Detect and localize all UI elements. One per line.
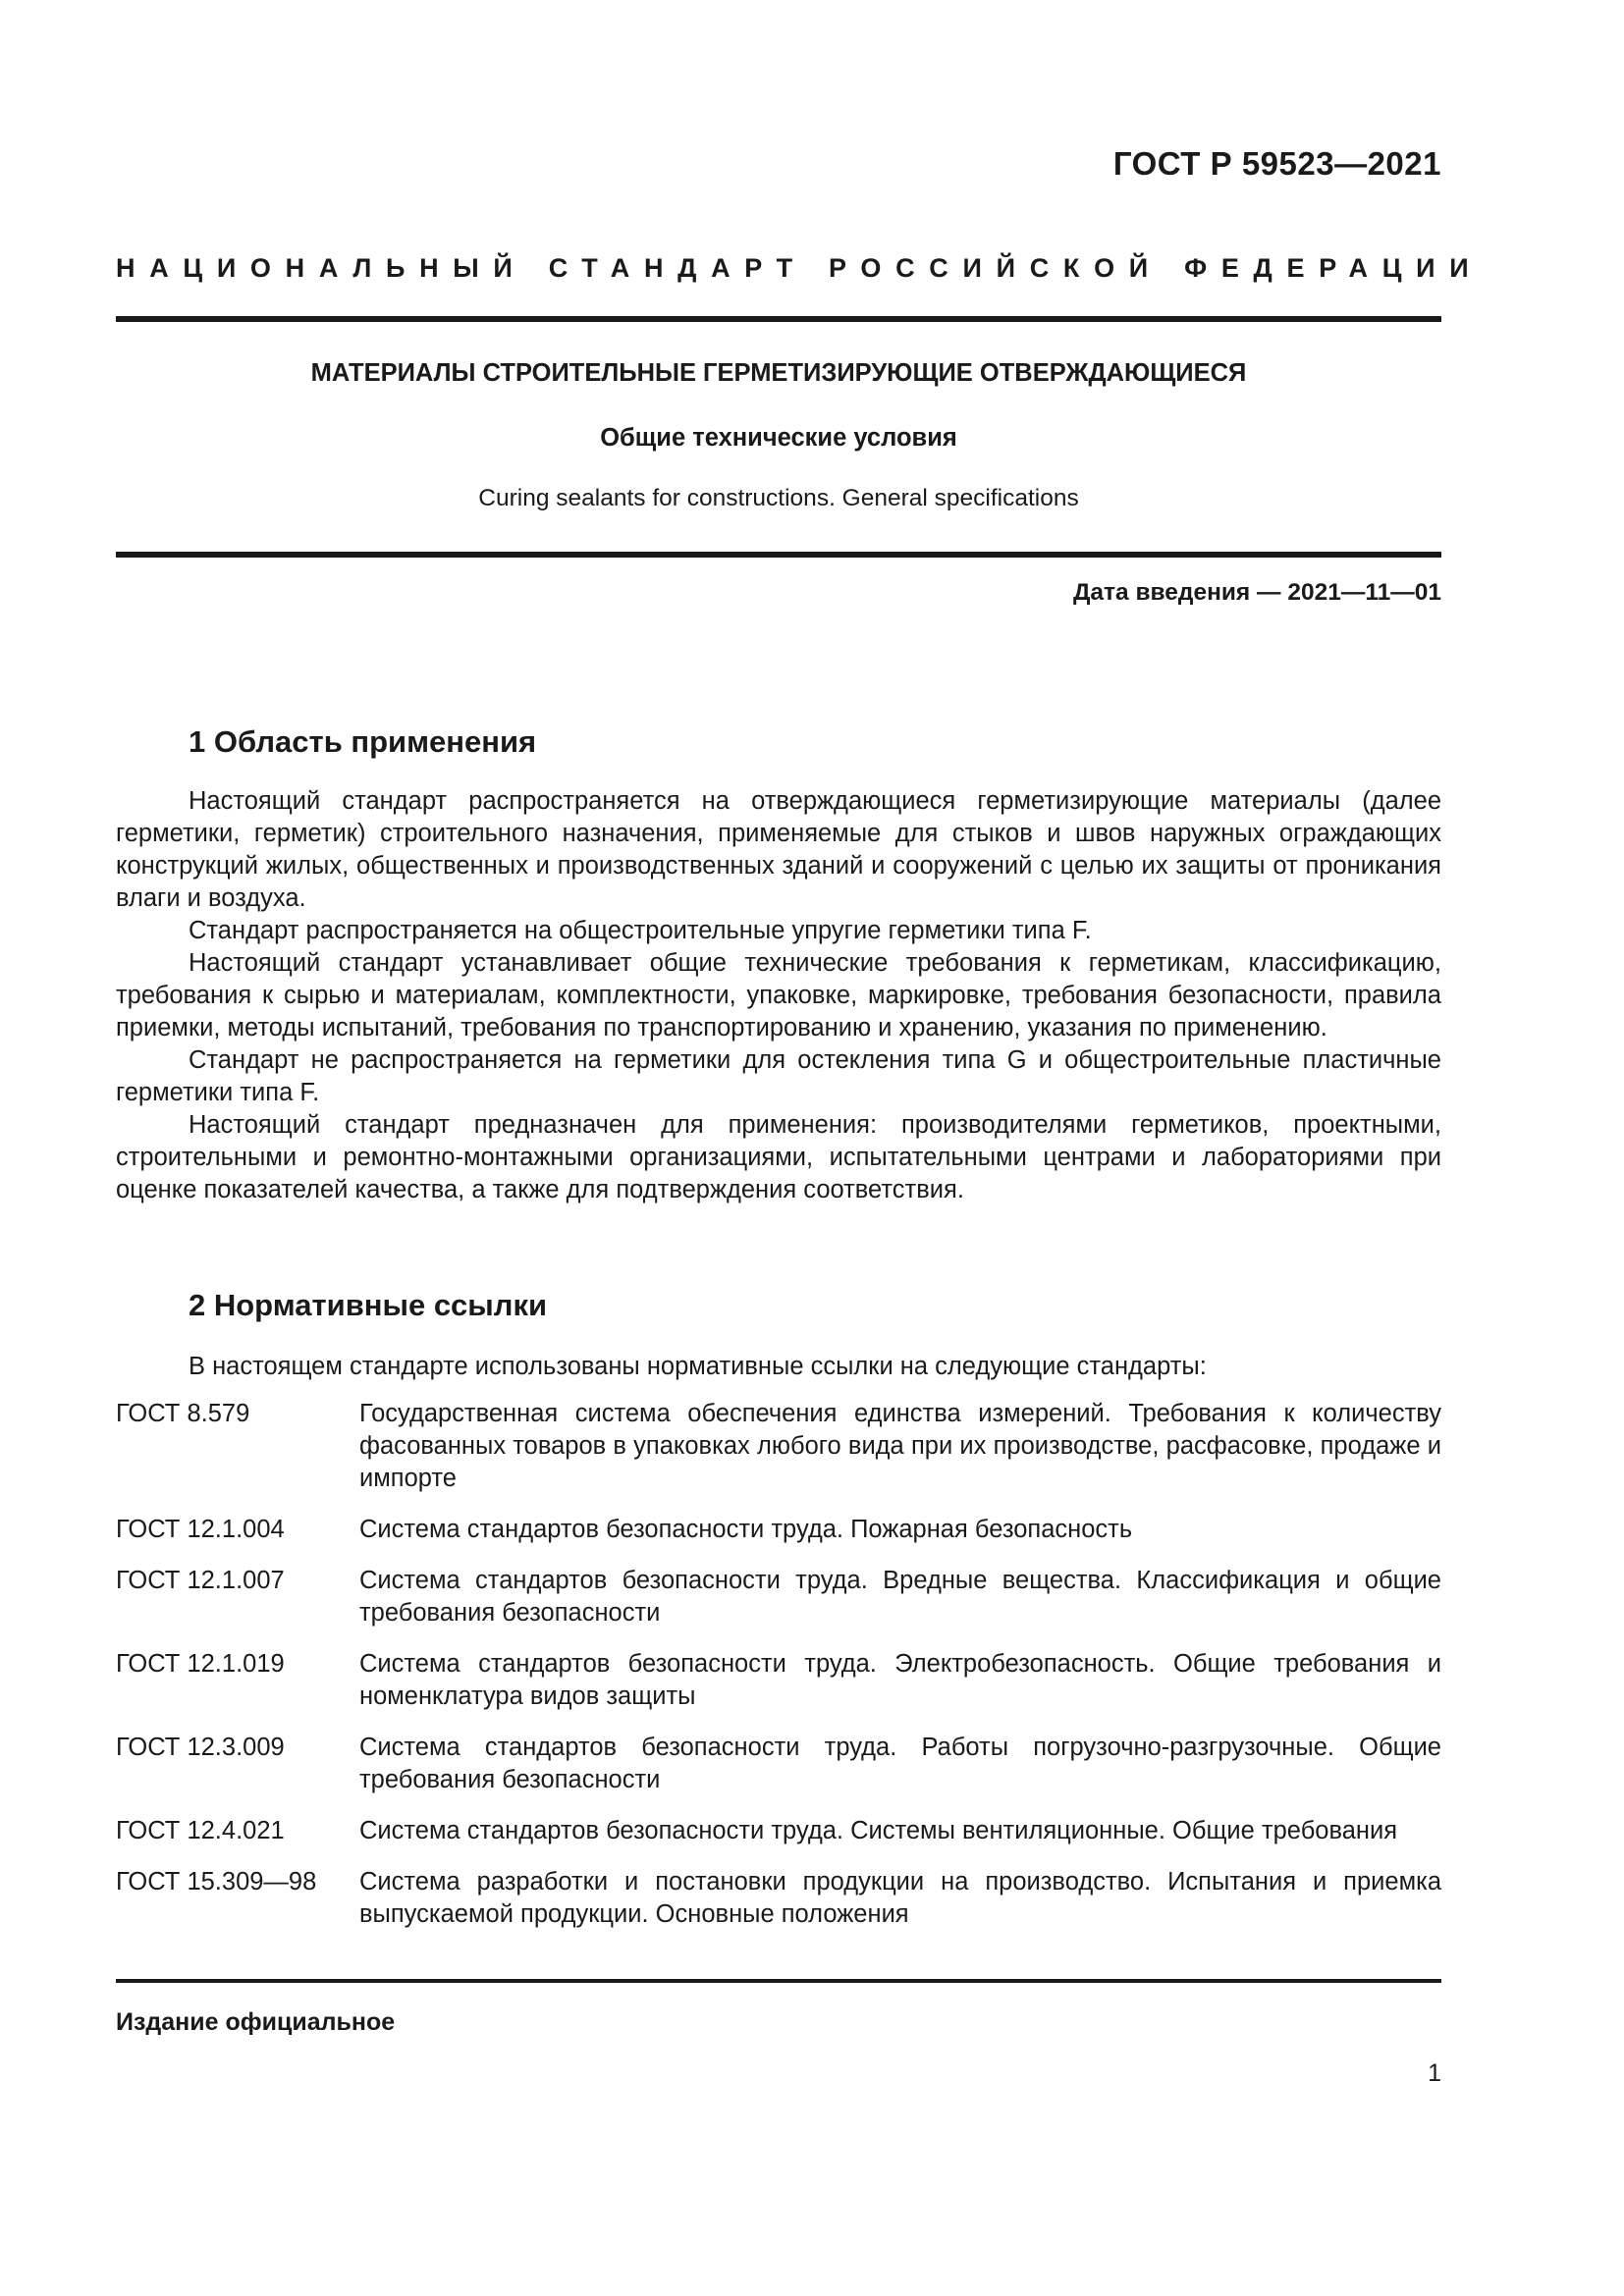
footer-divider [116,1979,1441,1983]
document-code: ГОСТ Р 59523—2021 [1112,145,1441,182]
paragraph: Настоящий стандарт предназначен для применения: производителями герметиков, проектными, строительными и ремонтно-монтажными организациями, испытательными центрами и лабораториями при оценке показателей качества, а также для подтверждения соответствия. [116,1111,1441,1203]
reference-code: ГОСТ 8.579 [116,1400,250,1427]
list-item [116,1648,1441,1713]
reference-title: Система стандартов безопасности труда. Работы погрузочно-разгрузочные. Общие требования безопасности [359,1734,1441,1793]
reference-code: ГОСТ 12.1.007 [116,1567,285,1594]
reference-title: Система стандартов безопасности труда. Пожарная безопасность [359,1516,1133,1543]
section-1-heading: 1 Область применения [189,724,537,759]
list-item [116,1565,1441,1629]
list-item [116,1732,1441,1796]
reference-code: ГОСТ 12.1.004 [116,1516,285,1543]
paragraph: Стандарт не распространяется на герметики для остекления типа G и общестроительные пластичные герметики типа F. [116,1046,1441,1106]
document-subtitle: Общие технические условия [600,424,957,452]
paragraph: Настоящий стандарт устанавливает общие технические требования к герметикам, классификацию, требования к сырью и материалам, комплектности, упаковке, маркировке, требования безопасности, правила приемки, методы испытаний, требования по транспортированию и хранению, указания по применению. [116,949,1441,1041]
references-list [116,1398,1441,1949]
section-1-body [116,785,1441,1206]
paragraph: Стандарт распространяется на общестроительные упругие герметики типа F. [189,917,1092,944]
reference-code: ГОСТ 15.309—98 [116,1868,317,1896]
references-intro: В настоящем стандарте использованы нормативные ссылки на следующие стандарты: [189,1353,1207,1380]
reference-title: Система стандартов безопасности труда. Системы вентиляционные. Общие требования [359,1817,1398,1844]
paragraph: Настоящий стандарт распространяется на отверждающиеся герметизирующие материалы (далее герметики, герметик) строительного назначения, применяемые для стыков и швов наружных ограждающих конструкций жилых, общественных и производственных зданий и сооружений с целью их защиты от проникания влаги и воздуха. [116,787,1441,912]
page-number: 1 [1428,2059,1441,2087]
list-item [116,1866,1441,1931]
list-item [116,1398,1441,1495]
top-divider [116,316,1441,322]
section-2-heading: 2 Нормативные ссылки [189,1288,548,1322]
reference-code: ГОСТ 12.3.009 [116,1734,285,1761]
official-edition-label: Издание официальное [116,2008,396,2036]
reference-title: Система разработки и постановки продукции на производство. Испытания и приемка выпускаемой продукции. Основные положения [359,1868,1441,1928]
title-divider [116,552,1441,558]
introduction-date: Дата введения — 2021—11—01 [1072,579,1441,606]
reference-code: ГОСТ 12.1.019 [116,1650,285,1678]
reference-title: Система стандартов безопасности труда. Вредные вещества. Классификация и общие требования безопасности [359,1567,1441,1627]
reference-code: ГОСТ 12.4.021 [116,1817,285,1844]
reference-title: Государственная система обеспечения единства измерений. Требования к количеству фасованных товаров в упаковках любого вида при их производстве, расфасовке, продаже и импорте [359,1400,1441,1492]
national-standard-banner: НАЦИОНАЛЬНЫЙ СТАНДАРТ РОССИЙСКОЙ ФЕДЕРАЦИИ [116,253,1484,283]
document-title-english: Curing sealants for constructions. General specifications [478,485,1079,511]
reference-title: Система стандартов безопасности труда. Электробезопасность. Общие требования и номенклатура видов защиты [359,1650,1441,1710]
document-title: МАТЕРИАЛЫ СТРОИТЕЛЬНЫЕ ГЕРМЕТИЗИРУЮЩИЕ ОТВЕРЖДАЮЩИЕСЯ [310,359,1247,387]
list-item [116,1815,1441,1847]
list-item [116,1514,1441,1546]
